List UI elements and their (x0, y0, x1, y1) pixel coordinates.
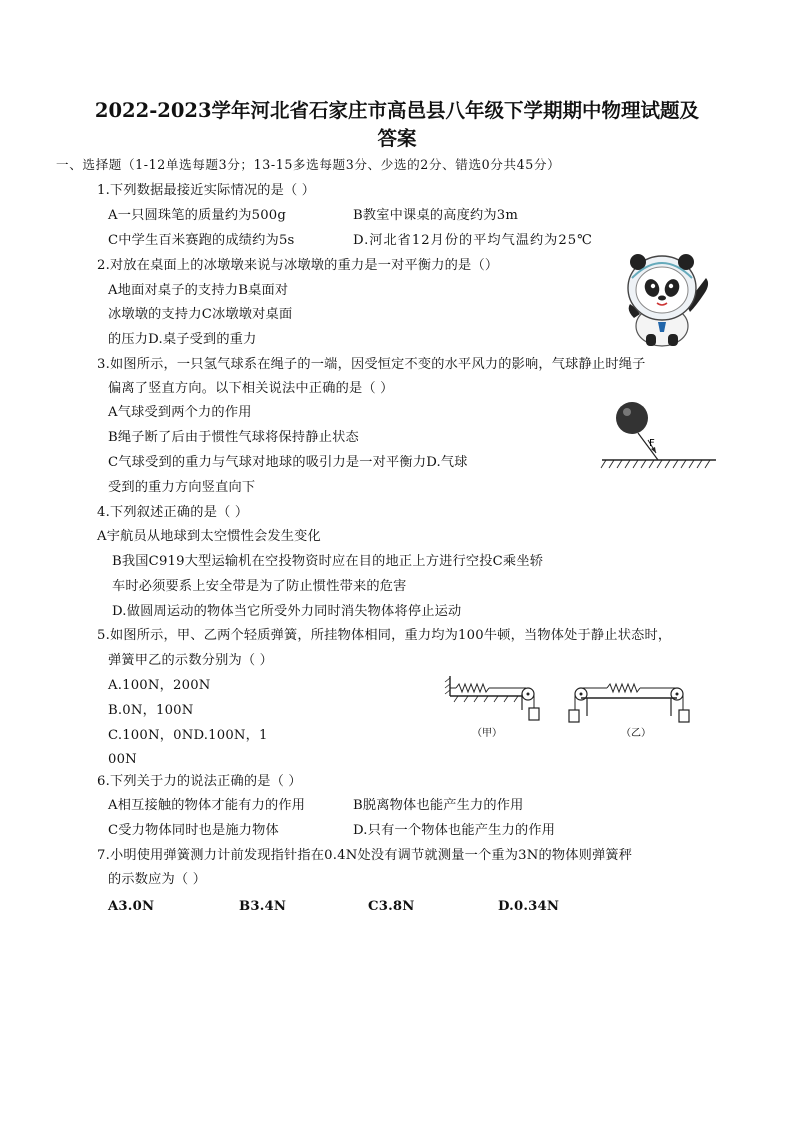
q7-option-c: C3.8N (368, 899, 415, 914)
q6-option-a: A相互接触的物体才能有力的作用 (108, 798, 306, 813)
q5-option-c: C.100N，0ND.100N，1 (108, 728, 268, 743)
q2-stem: 2.对放在桌面上的冰墩墩来说与冰墩墩的重力是一对平衡力的是（） (97, 258, 499, 273)
q5-stem-line1: 5.如图所示，甲、乙两个轻质弹簧，所挂物体相同，重力均为100牛顿，当物体处于静止状态时， (97, 628, 672, 643)
q3-stem-line1: 3.如图所示，一只氢气球系在绳子的一端，因受恒定不变的水平风力的影响，气球静止时绳子 (97, 357, 646, 372)
q7-stem-line2: 的示数应为（ ） (108, 872, 207, 887)
label-yi: （乙） (621, 728, 651, 739)
q3-option-a: A气球受到两个力的作用 (108, 405, 252, 420)
mascot-illustration (614, 248, 714, 348)
q3-option-d: 受到的重力方向竖直向下 (108, 480, 256, 495)
q5-option-b: B.0N，100N (108, 703, 194, 718)
q5-stem-line2: 弹簧甲乙的示数分别为（ ） (108, 653, 274, 668)
page-title-line2: 答案 (377, 127, 417, 150)
q1-option-d: D.河北省12月份的平均气温约为25℃ (353, 233, 593, 248)
q6-stem: 6.下列关于力的说法正确的是（ ） (97, 774, 302, 789)
label-jia: （甲） (472, 728, 502, 739)
q6-option-d: D.只有一个物体也能产生力的作用 (353, 823, 556, 838)
spring-diagram-yi (565, 674, 695, 744)
q6-option-b: B脱离物体也能产生力的作用 (353, 798, 524, 813)
q4-option-c: 车时必须要系上安全带是为了防止惯性带来的危害 (112, 579, 407, 594)
q3-option-c: C气球受到的重力与气球对地球的吸引力是一对平衡力D.气球 (108, 455, 468, 470)
q1-stem: 1.下列数据最接近实际情况的是（ ） (97, 183, 316, 198)
q2-line1: A地面对桌子的支持力B桌面对 (108, 283, 289, 298)
q4-option-a: A宇航员从地球到太空惯性会发生变化 (97, 529, 321, 544)
q7-option-a: A3.0N (108, 899, 155, 914)
q7-option-d: D.0.34N (498, 899, 560, 914)
q3-option-b: B绳子断了后由于惯性气球将保持静止状态 (108, 430, 359, 445)
q5-option-a: A.100N，200N (108, 678, 211, 693)
q2-line2: 冰墩墩的支持力C冰墩墩对桌面 (108, 307, 293, 322)
q3-stem-line2: 偏离了竖直方向。以下相关说法中正确的是（ ） (108, 381, 394, 396)
q7-option-b: B3.4N (239, 899, 287, 914)
section-header: 一、选择题（1-12单选每题3分；13-15多选每题3分、少选的2分、错选0分共45分） (56, 157, 561, 172)
spring-diagram-jia (440, 670, 550, 744)
q7-stem-line1: 7.小明使用弹簧测力计前发现指针指在0.4N处没有调节就测量一个重为3N的物体则弹簧秤 (97, 848, 633, 863)
q5-option-c-cont: 00N (108, 752, 137, 767)
balloon-diagram (598, 396, 720, 470)
q1-option-a: A一只圆珠笔的质量约为500g (108, 208, 287, 223)
q4-option-d: D.做圆周运动的物体当它所受外力同时消失物体将停止运动 (112, 604, 462, 619)
q2-line3: 的压力D.桌子受到的重力 (108, 332, 257, 347)
q4-stem: 4.下列叙述正确的是（ ） (97, 505, 249, 520)
q6-option-c: C受力物体同时也是施力物体 (108, 823, 279, 838)
q1-option-b: B教室中课桌的高度约为3m (353, 208, 519, 223)
q1-option-c: C中学生百米赛跑的成绩约为5s (108, 233, 295, 248)
force-label: F (649, 438, 655, 449)
q4-option-b: B我国C919大型运输机在空投物资时应在目的地正上方进行空投C乘坐轿 (112, 554, 544, 569)
page-title-line1: 2022-2023学年河北省石家庄市高邑县八年级下学期期中物理试题及 (94, 99, 700, 122)
